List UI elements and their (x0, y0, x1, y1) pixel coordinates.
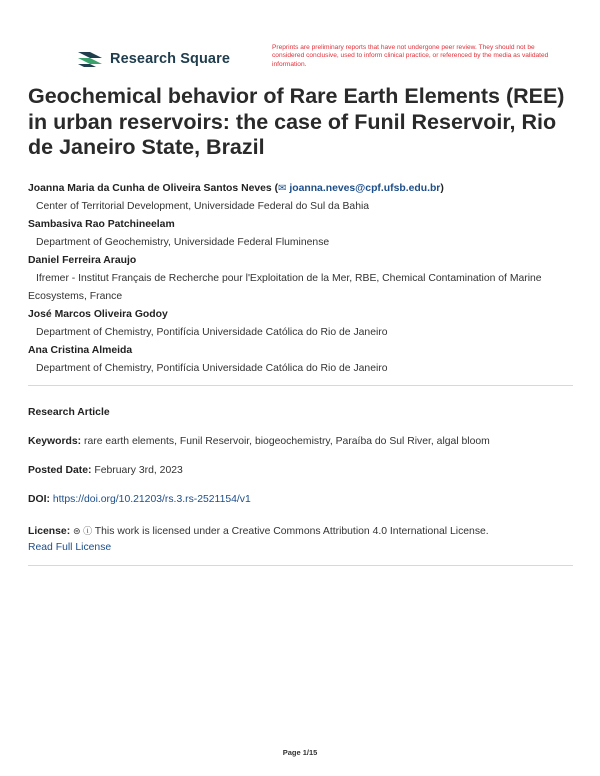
author-name: Joanna Maria da Cunha de Oliveira Santos Neves (✉ joanna.neves@cpf.ufsb.edu.br) (28, 183, 444, 194)
author-affiliation: Center of Territorial Development, Universidade Federal do Sul da Bahia (36, 201, 370, 212)
author-list (28, 180, 576, 378)
section-divider (28, 565, 573, 566)
doi (28, 492, 576, 508)
page-number: Page 1/15 (282, 748, 318, 757)
author-affiliation: Department of Geochemistry, Universidade Federal Fluminense (36, 237, 330, 248)
header (76, 44, 556, 84)
license-label: License: (28, 526, 71, 537)
author-name: José Marcos Oliveira Godoy (28, 309, 168, 320)
license (28, 523, 576, 556)
paper-title: Geochemical behavior of Rare Earth Elements (REE) in urban reservoirs: the case of Funil Reservoir, Rio de Janeiro State, Brazil (28, 84, 565, 159)
license-text: This work is licensed under a Creative Commons Attribution 4.0 International License. (94, 526, 489, 537)
posted-date-label: Posted Date: (28, 465, 92, 476)
keywords-value: rare earth elements, Funil Reservoir, biogeochemistry, Paraíba do Sul River, algal bloom (84, 436, 490, 447)
section-divider (28, 385, 573, 386)
research-square-logo[interactable] (76, 48, 230, 70)
logo-text: Research Square (110, 51, 230, 67)
keywords-label: Keywords: (28, 436, 82, 447)
author-affiliation: Ifremer - Institut Français de Recherche pour l'Exploitation de la Mer, RBE, Chemical Contamination of Marine Ecosystems, France (28, 273, 542, 302)
article-type: Research Article (28, 407, 110, 418)
doi-link[interactable]: https://doi.org/10.21203/rs.3.rs-2521154/v1 (52, 494, 251, 505)
posted-date (28, 463, 576, 479)
author-name: Sambasiva Rao Patchineelam (28, 219, 175, 230)
read-full-license-link[interactable]: Read Full License (28, 542, 112, 553)
author-name: Daniel Ferreira Araujo (28, 255, 137, 266)
author-name: Ana Cristina Almeida (28, 345, 133, 356)
cc-by-icons: ⊜ ⓘ (73, 526, 93, 536)
posted-date-value: February 3rd, 2023 (94, 465, 183, 476)
author-affiliation: Department of Chemistry, Pontifícia Universidade Católica do Rio de Janeiro (36, 327, 388, 338)
envelope-icon: ✉ (278, 183, 287, 194)
research-square-logo-icon (76, 48, 104, 70)
preprint-disclaimer: Preprints are preliminary reports that have not undergone peer review. They should not be considered conclusive, used to inform clinical practice, or referenced by the media as validated information. (272, 44, 549, 68)
doi-label: DOI: (28, 494, 50, 505)
keywords (28, 434, 576, 450)
author-affiliation: Department of Chemistry, Pontifícia Universidade Católica do Rio de Janeiro (36, 363, 388, 374)
author-email-link[interactable]: joanna.neves@cpf.ufsb.edu.br (289, 183, 441, 194)
